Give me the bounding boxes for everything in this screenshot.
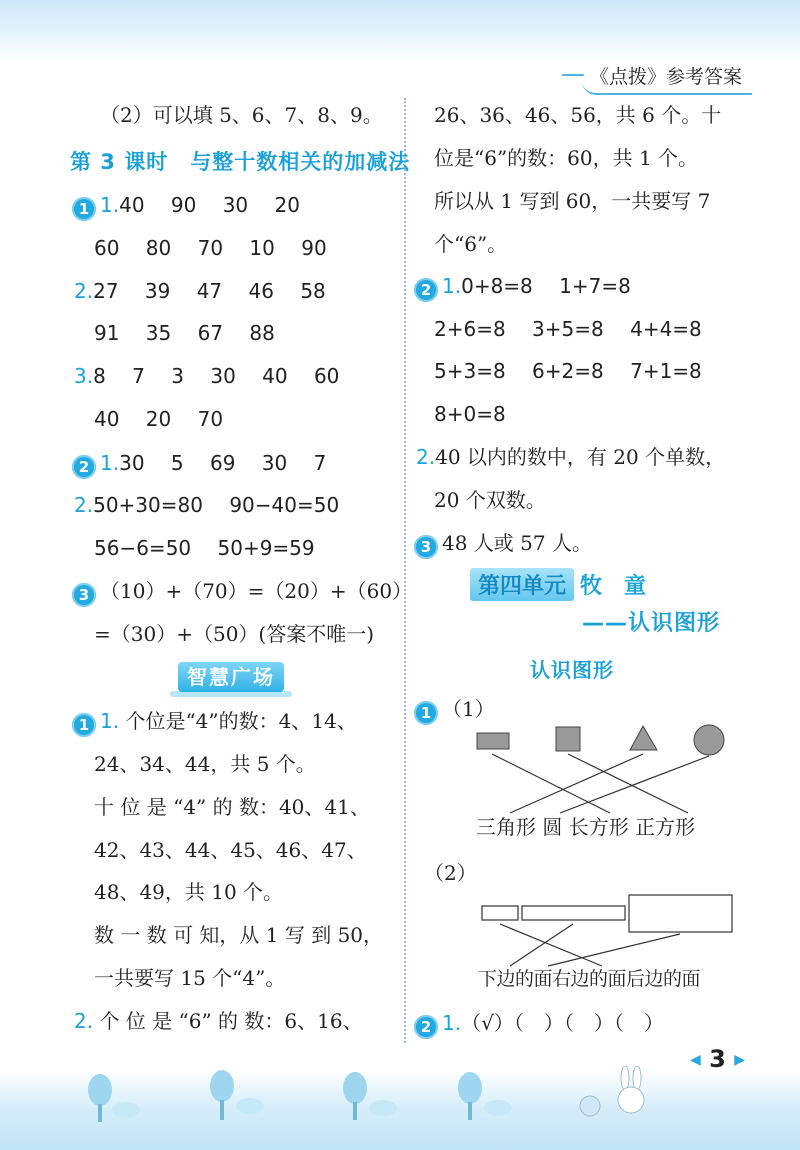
answer-text: 个 位 是 “6” 的 数：6、16、 xyxy=(99,1009,363,1033)
answer-line: 20 个双数。 xyxy=(434,488,546,512)
section-badge: 3 xyxy=(72,583,96,607)
answer-line: 24、34、44，共 5 个。 xyxy=(94,752,316,776)
answer-text: 48 人或 57 人。 xyxy=(442,531,592,555)
answer-text: 50+30=80 90−40=50 xyxy=(93,493,340,517)
back-face-shape xyxy=(629,895,732,932)
right-face-shape xyxy=(522,906,625,920)
match-line xyxy=(548,934,680,966)
item-number: 1. xyxy=(442,1011,462,1035)
prev-arrow-icon: ◀ xyxy=(690,1052,701,1068)
item-number: 1. xyxy=(100,193,120,217)
answer-line: 5+3=8 6+2=8 7+1=8 xyxy=(434,359,702,383)
answer-text: 8 7 3 30 40 60 xyxy=(93,364,340,388)
answer-line: 位是“6”的数：60，共 1 个。 xyxy=(434,146,699,170)
tree-icon xyxy=(458,1072,512,1120)
answer-line: 个“6”。 xyxy=(434,232,508,256)
answer-line: 42、43、44、45、46、47、 xyxy=(94,838,367,862)
answer-line: 数 一 数 可 知，从 1 写 到 50， xyxy=(94,923,384,947)
answer-line: 56−6=50 50+9=59 xyxy=(94,536,315,560)
page-number-value: 3 xyxy=(709,1045,726,1073)
match-line xyxy=(510,754,643,813)
answer-line: （2）可以填 5、6、7、8、9。 xyxy=(100,103,383,127)
part-label: （2） xyxy=(424,861,477,885)
face-labels xyxy=(478,964,700,994)
answer-line: 8+0=8 xyxy=(434,402,506,426)
tree-icon xyxy=(210,1070,264,1120)
tree-icon xyxy=(88,1074,140,1122)
shape-label: 正方形 xyxy=(635,815,696,839)
shape-label: 圆 xyxy=(542,815,563,839)
answer-key-tag: 《点拨》参考答案 xyxy=(582,60,752,95)
wisdom-square-banner: 智慧广场 xyxy=(178,662,284,692)
section-badge: 2 xyxy=(72,455,96,479)
lesson-title: 第 3 课时 与整十数相关的加减法 xyxy=(70,150,411,174)
section-badge: 1 xyxy=(72,197,96,221)
answer-text: （√）（ ）（ ）（ ） xyxy=(461,1011,664,1035)
answer-line: 48、49，共 10 个。 xyxy=(94,880,284,904)
shape-labels xyxy=(476,812,695,842)
answer-line: 60 80 70 10 90 xyxy=(94,236,327,260)
page-number xyxy=(690,1045,745,1073)
answer-text: 27 39 47 46 58 xyxy=(93,279,326,303)
answer-line: =（30）+（50）(答案不唯一) xyxy=(94,622,375,646)
item-number: 2. xyxy=(74,279,94,303)
match-line xyxy=(568,754,688,813)
face-label: 右边的面 xyxy=(552,968,627,990)
match-line xyxy=(510,924,573,966)
answer-text: 个位是“4”的数：4、14、 xyxy=(125,709,357,733)
match-line xyxy=(560,756,709,813)
part-label: （1） xyxy=(442,697,495,721)
answer-line: 26、36、46、56，共 6 个。十 xyxy=(434,103,722,127)
rectangle-shape xyxy=(477,733,509,749)
item-number: 2. xyxy=(74,493,94,517)
answer-line: 所以从 1 写到 60，一共要写 7 xyxy=(434,189,711,213)
next-arrow-icon: ▶ xyxy=(734,1052,745,1068)
answer-line xyxy=(414,1008,664,1039)
answer-line: 十 位 是 “4” 的 数：40、41、 xyxy=(94,795,370,819)
match-line xyxy=(492,754,610,813)
item-number: 1. xyxy=(100,451,120,475)
section-badge: 2 xyxy=(414,1015,438,1039)
unit-subtitle: ——认识图形 xyxy=(582,611,721,636)
triangle-shape xyxy=(630,726,657,750)
face-label: 下边的面 xyxy=(478,968,553,990)
face-label: 后边的面 xyxy=(626,968,701,990)
item-number: 3. xyxy=(74,364,94,388)
bunny-mascot-icon xyxy=(580,1066,644,1116)
section-badge: 1 xyxy=(414,701,438,725)
answer-line: 一共要写 15 个“4”。 xyxy=(94,966,286,990)
answer-line: 91 35 67 88 xyxy=(94,321,275,345)
section-badge: 1 xyxy=(72,713,96,737)
item-number: 2. xyxy=(416,445,436,469)
answer-text: 0+8=8 1+7=8 xyxy=(461,274,631,298)
match-line xyxy=(500,924,602,966)
tree-icon xyxy=(343,1072,397,1120)
answer-line: 40 20 70 xyxy=(94,407,224,431)
bottom-face-shape xyxy=(482,906,518,920)
item-number: 1. xyxy=(100,709,120,733)
unit-name: 牧 童 xyxy=(580,574,647,599)
answer-text: （10）+（70）=（20）+（60） xyxy=(100,579,413,603)
answer-text: 30 5 69 30 7 xyxy=(119,451,327,475)
section-title: 认识图形 xyxy=(530,658,614,682)
shape-label: 长方形 xyxy=(568,815,629,839)
square-shape xyxy=(556,727,580,751)
section-badge: 3 xyxy=(414,535,438,559)
answer-text: 40 以内的数中，有 20 个单数， xyxy=(435,445,726,469)
item-number: 2. xyxy=(74,1009,94,1033)
answer-line: 2+6=8 3+5=8 4+4=8 xyxy=(434,317,702,341)
item-number: 1. xyxy=(442,274,462,298)
decorative-trees xyxy=(0,1066,800,1150)
shape-label: 三角形 xyxy=(476,815,536,839)
circle-shape xyxy=(694,725,724,755)
section-badge: 2 xyxy=(414,278,438,302)
unit-label: 第四单元 xyxy=(470,568,574,601)
answer-text: 40 90 30 20 xyxy=(119,193,300,217)
